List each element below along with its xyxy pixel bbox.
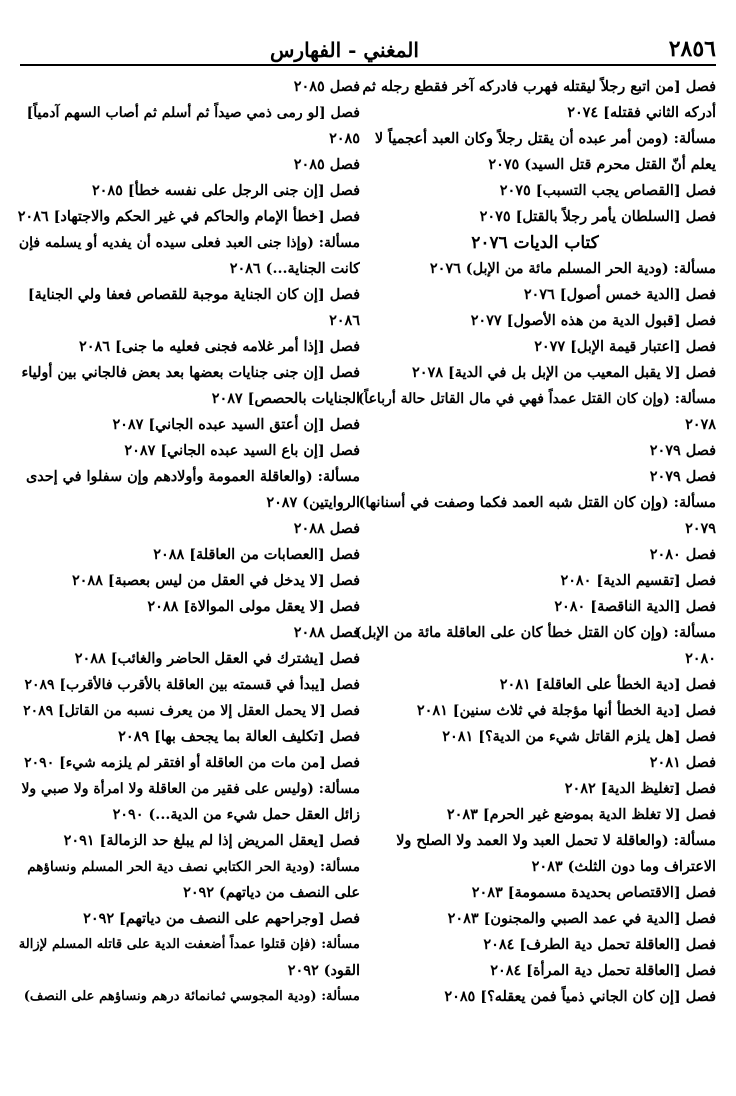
index-entry: فصل [إن جنى الرجل على نفسه خطأ] ٢٠٨٥ bbox=[91, 182, 360, 199]
index-entry: فصل [اعتبار قيمة الإبل] ٢٠٧٧ bbox=[534, 338, 716, 355]
index-entry: فصل ٢٠٧٩ bbox=[649, 442, 716, 459]
index-entry: فصل ٢٠٧٩ bbox=[649, 468, 716, 485]
index-entry: فصل [القصاص يجب التسبب] ٢٠٧٥ bbox=[499, 182, 716, 199]
index-entry: فصل [الدية الناقصة] ٢٠٨٠ bbox=[554, 598, 716, 615]
index-entry: فصل [دية الخطأ أنها مؤجلة في ثلاث سنين] ٢٠٨١ bbox=[416, 702, 716, 719]
index-entry: فصل [تقسيم الدية] ٢٠٨٠ bbox=[560, 572, 716, 589]
index-entry: فصل [من اتبع رجلاً ليقتله فهرب فادركه آخر فقطع رجله ثم bbox=[362, 78, 716, 95]
index-entry: مسألة: (والعاقلة العمومة وأولادهم وإن سفلوا في إحدى bbox=[25, 468, 360, 485]
index-entry: مسألة: (وإذا جنى العبد فعلى سيده أن يفديه أو يسلمه فإن bbox=[18, 235, 360, 251]
index-column-left bbox=[18, 74, 360, 1010]
index-entry: فصل [إن كان الجناية موجبة للقصاص فعفا ولي الجناية] bbox=[27, 286, 360, 303]
index-entry: فصل [هل يلزم القاتل شيء من الدية؟] ٢٠٨١ bbox=[442, 728, 716, 745]
index-entry: فصل [إن باع السيد عبده الجاني] ٢٠٨٧ bbox=[124, 442, 360, 459]
index-entry: مسألة: (ودية المجوسي ثمانمائة درهم ونساؤهم على النصف) bbox=[23, 989, 360, 1004]
index-entry: فصل ٢٠٨٨ bbox=[293, 520, 360, 537]
index-entry: فصل [يعقل المريض إذا لم يبلغ حد الزمالة] ٢٠٩١ bbox=[63, 832, 360, 849]
index-entry: يعلم أنّ القتل محرم قتل السيد) ٢٠٧٥ bbox=[488, 156, 716, 173]
index-entry: فصل [لو رمى ذمي صيداً ثم أسلم ثم أصاب السهم آدمياً] bbox=[26, 105, 360, 121]
index-column-right bbox=[354, 74, 716, 1010]
index-entry: فصل [من مات من العاقلة أو افتقر لم يلزمه شيء] ٢٠٩٠ bbox=[24, 755, 360, 771]
index-entry: ٢٠٧٩ bbox=[685, 520, 716, 537]
index-entry: مسألة: (ودية الحر المسلم مائة من الإبل) ٢٠٧٦ bbox=[429, 260, 716, 277]
index-entry: زائل العقل حمل شيء من الدية...) ٢٠٩٠ bbox=[112, 806, 360, 823]
index-entry: فصل [إذا أمر غلامه فجنى فعليه ما جنى] ٢٠٨٦ bbox=[79, 338, 360, 355]
index-entry: القود) ٢٠٩٢ bbox=[287, 962, 360, 979]
index-entry: فصل [إن كان الجاني ذمياً فمن يعقله؟] ٢٠٨٥ bbox=[444, 988, 716, 1005]
index-entry: فصل [دية الخطأ على العاقلة] ٢٠٨١ bbox=[499, 676, 716, 693]
index-entry: فصل ٢٠٨٥ bbox=[293, 156, 360, 173]
index-entry: على النصف من دياتهم) ٢٠٩٢ bbox=[183, 884, 360, 901]
index-entry: فصل ٢٠٨٥ bbox=[293, 78, 360, 95]
index-entry: ٢٠٨٠ bbox=[685, 650, 716, 667]
index-entry: مسألة: (وإن كان القتل خطأ كان على العاقلة مائة من الإبل) bbox=[354, 624, 716, 641]
index-entry: ٢٠٨٦ bbox=[329, 312, 360, 329]
section-heading: كتاب الديات ٢٠٧٦ bbox=[471, 233, 599, 253]
index-entry: فصل [العاقلة تحمل دية المرأة] ٢٠٨٤ bbox=[490, 962, 716, 979]
index-entry: مسألة: (وإن كان القتل شبه العمد فكما وصفت في أسنانها) bbox=[358, 494, 716, 511]
index-entry: فصل [خطأ الإمام والحاكم في غير الحكم والاجتهاد] ٢٠٨٦ bbox=[18, 208, 360, 225]
index-entry: أدركه الثاني فقتله] ٢٠٧٤ bbox=[567, 104, 716, 121]
index-entry: مسألة: (ومن أمر عبده أن يقتل رجلاً وكان العبد أعجمياً لا bbox=[374, 130, 716, 147]
index-entry: فصل [إن أعتق السيد عبده الجاني] ٢٠٨٧ bbox=[112, 416, 360, 433]
index-entry: فصل [الدية في عمد الصبي والمجنون] ٢٠٨٣ bbox=[447, 910, 716, 927]
index-entry: فصل [لا يعقل مولى الموالاة] ٢٠٨٨ bbox=[147, 598, 360, 615]
index-entry: فصل ٢٠٨٠ bbox=[649, 546, 716, 563]
index-entry: فصل ٢٠٨٨ bbox=[293, 624, 360, 641]
page-header bbox=[20, 34, 716, 66]
index-entry: فصل [تكليف العالة بما يجحف بها] ٢٠٨٩ bbox=[118, 728, 360, 745]
index-entry: فصل ٢٠٨١ bbox=[649, 754, 716, 771]
index-entry: فصل [إن جنى جنايات بعضها بعد بعض فالجاني بين أولياء bbox=[21, 364, 360, 381]
index-entry: ٢٠٨٥ bbox=[329, 130, 360, 147]
index-entry: مسألة: (وليس على فقير من العاقلة ولا امرأة ولا صبي ولا bbox=[21, 781, 360, 797]
index-entry: فصل [الدية خمس أصول] ٢٠٧٦ bbox=[523, 286, 716, 303]
index-entry: فصل [وجراحهم على النصف من دياتهم] ٢٠٩٢ bbox=[83, 910, 360, 927]
index-entry: كانت الجناية...) ٢٠٨٦ bbox=[229, 260, 360, 277]
index-entry: فصل [العصابات من العاقلة] ٢٠٨٨ bbox=[153, 546, 360, 563]
index-entry: مسألة: (ودية الحر الكتابي نصف دية الحر المسلم ونساؤهم bbox=[27, 859, 360, 875]
index-entry: مسألة: (والعاقلة لا تحمل العبد ولا العمد ولا الصلح ولا bbox=[396, 832, 716, 849]
index-entry: فصل [قبول الدية من هذه الأصول] ٢٠٧٧ bbox=[470, 312, 716, 329]
index-entry: فصل [لا يدخل في العقل من ليس بعصبة] ٢٠٨٨ bbox=[71, 572, 360, 589]
index-entry: فصل [يشترك في العقل الحاضر والغائب] ٢٠٨٨ bbox=[74, 650, 360, 667]
index-entry: فصل [تغليظ الدية] ٢٠٨٢ bbox=[564, 780, 716, 797]
running-title: المغني - الفهارس bbox=[270, 38, 419, 62]
index-entry: فصل [لا يقبل المعيب من الإبل بل في الدية] ٢٠٧٨ bbox=[412, 364, 716, 381]
index-entry: فصل [لا تغلظ الدية بموضع غير الحرم] ٢٠٨٣ bbox=[446, 806, 716, 823]
index-entry: مسألة: (وإن كان القتل عمداً فهي في مال القاتل حالة أرباعاً) bbox=[357, 391, 716, 407]
index-entry: فصل [العاقلة تحمل دية الطرف] ٢٠٨٤ bbox=[483, 936, 716, 953]
index-entry: الجنايات بالحصص] ٢٠٨٧ bbox=[211, 390, 360, 407]
page-number: ٢٨٥٦ bbox=[668, 36, 716, 62]
index-entry: فصل [يبدأ في قسمته بين العاقلة بالأقرب فالأقرب] ٢٠٨٩ bbox=[24, 677, 360, 693]
index-entry: الروايتين) ٢٠٨٧ bbox=[266, 494, 360, 511]
index-entry: الاعتراف وما دون الثلث) ٢٠٨٣ bbox=[531, 858, 716, 875]
index-entry: فصل [الاقتصاص بحديدة مسمومة] ٢٠٨٣ bbox=[471, 884, 716, 901]
index-entry: مسألة: (فإن قتلوا عمداً أضعفت الدية على قاتله المسلم لإزالة bbox=[18, 937, 360, 952]
index-entry: ٢٠٧٨ bbox=[685, 416, 716, 433]
index-entry: فصل [السلطان يأمر رجلاً بالقتل] ٢٠٧٥ bbox=[479, 208, 716, 225]
index-entry: فصل [لا يحمل العقل إلا من يعرف نسبه من القاتل] ٢٠٨٩ bbox=[23, 703, 360, 719]
